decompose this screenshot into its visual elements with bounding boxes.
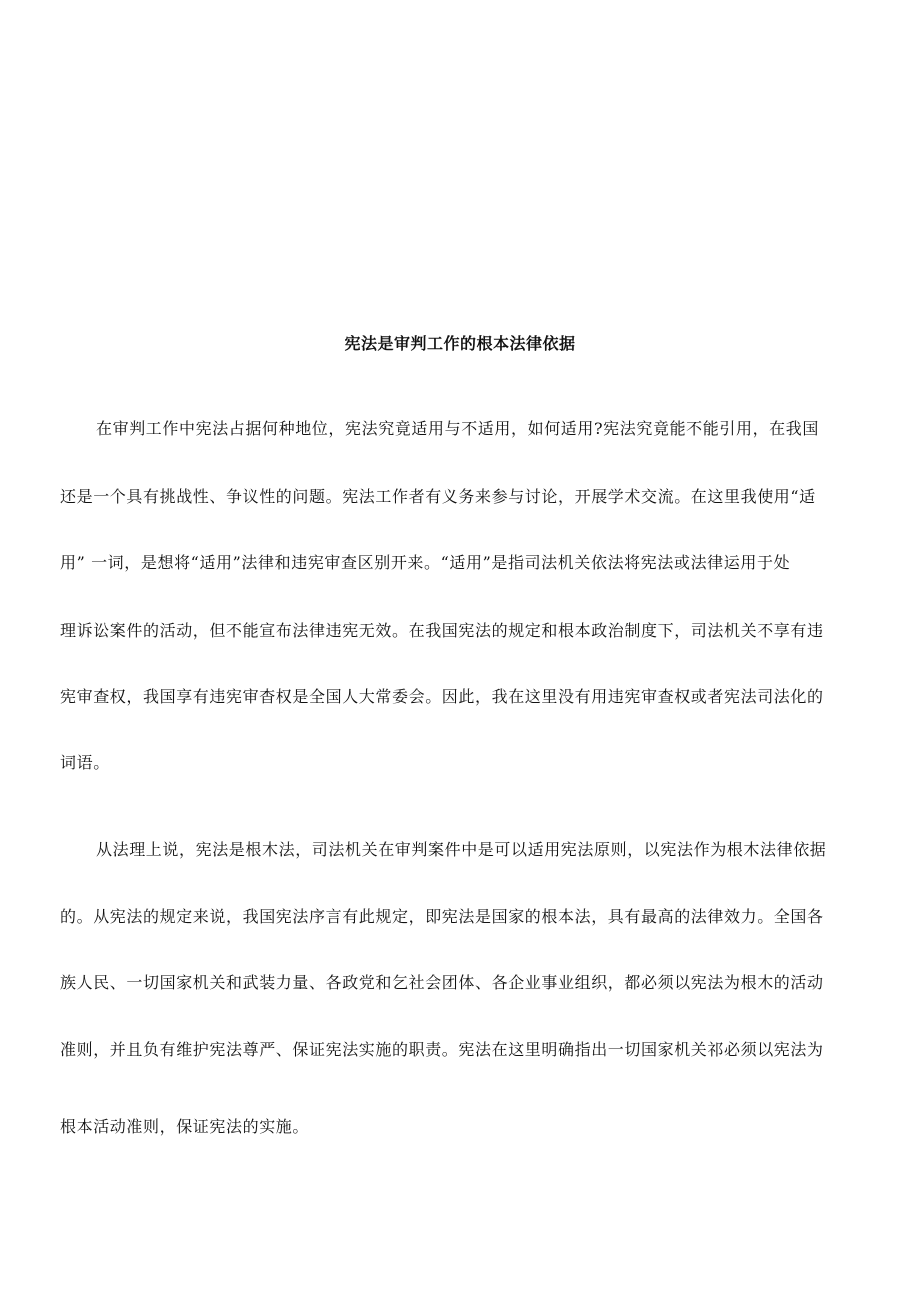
text-line: 还是一个具有挑战性、争议性的问题。宪法工作者有义务来参与讨论，开展学术交流。在这里我使用“适 bbox=[60, 487, 816, 506]
text-line: 理诉讼案件的活动，但不能宣布法律违宪无效。在我国宪法的规定和根本政治制度下，司法机关不享有违 bbox=[60, 621, 824, 640]
text-line: 的。从宪法的规定来说，我国宪法序言有此规定，即宪法是国家的根本法，具有最高的法律效力。全国各 bbox=[60, 907, 824, 926]
text-line: 在审判工作中宪法占据何种地位，宪法究竟适用与不适用，如何适用?宪法究竟能不能引用，在我国 bbox=[96, 419, 819, 438]
text-line: 词语。 bbox=[60, 753, 110, 772]
text-line: 族人民、一切国家机关和武装力量、各政党和乞社会团体、各企业事业组织，都必须以宪法为根木的活动 bbox=[60, 973, 824, 992]
text-line: 根本活动准则，保证宪法的实施。 bbox=[60, 1117, 310, 1136]
text-line: 用” 一词，是想将“适用”法律和违宪审查区别开来。“适用”是指司法机关依法将宪法或法律运用于处 bbox=[60, 553, 791, 572]
text-line: 准则，并且负有维护宪法尊严、保证宪法实施的职责。宪法在这里明确指出一切国家机关祁必须以宪法为 bbox=[60, 1040, 824, 1059]
text-line: 从法理上说，宪法是根木法，司法机关在审判案件中是可以适用宪法原则，以宪法作为根木法律依据 bbox=[96, 840, 827, 859]
document-title: 宪法是审判工作的根本法律依据 bbox=[344, 334, 576, 353]
text-line: 宪审查权，我国享有违宪审杳权是全国人大常委会。因此，我在这里没有用违宪审查权或者宪法司法化的 bbox=[60, 687, 824, 706]
